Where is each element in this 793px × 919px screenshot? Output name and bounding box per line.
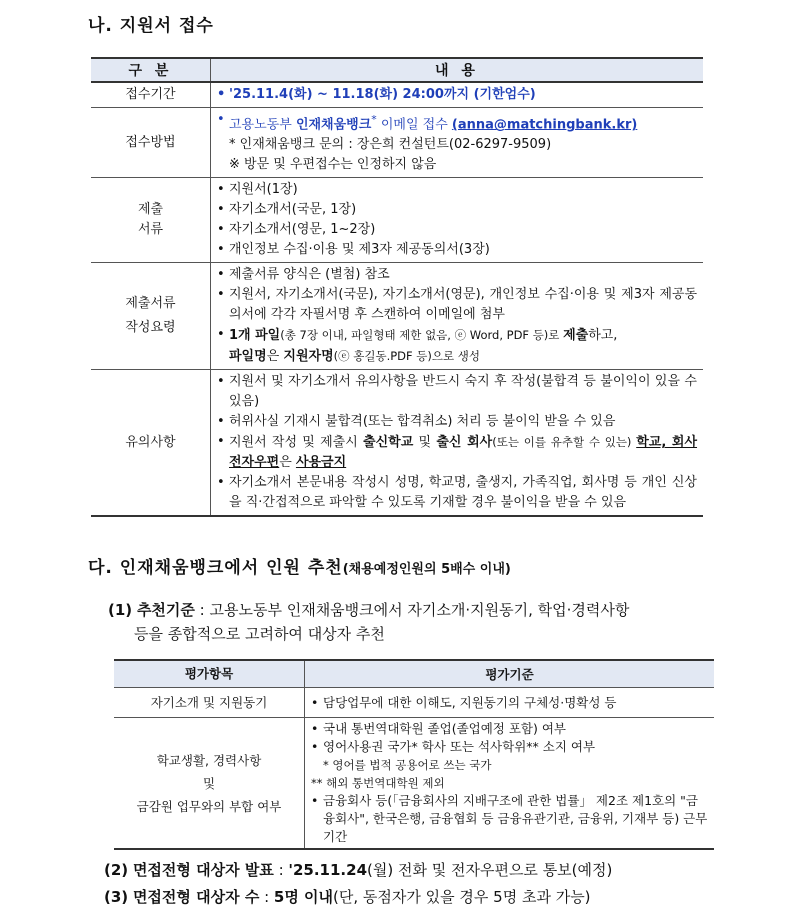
- table-header-row: [114, 660, 714, 688]
- application-table: [91, 57, 703, 517]
- list-item: • 제출서류 양식은 (별첨) 참조: [217, 265, 697, 285]
- method-inquiry-note: * 인재채움뱅크 문의 : 장은희 컨설턴트(02-6297-9509): [229, 137, 552, 153]
- section-subtitle: (채용예정인원의 5배수 이내): [342, 562, 511, 577]
- section-title-recommendation: 다. 인재채움뱅크에서 인원 추천(채용예정인원의 5배수 이내): [88, 558, 511, 578]
- header-eval-item: 평가항목: [114, 660, 305, 688]
- list-item: • 지원서 및 자기소개서 유의사항을 반드시 숙지 후 작성(불합격 등 불이익이 있을 수 있음): [217, 372, 697, 412]
- list-item: • 개인정보 수집·이용 및 제3자 제공동의서(3장): [217, 240, 697, 260]
- list-item: • 지원서 작성 및 제출시 출신학교 및 출신 회사(또는 이를 유추할 수 있는) 학교, 회사 전자우편은 사용금지: [217, 432, 697, 473]
- list-item: • 자기소개서 본문내용 작성시 성명, 학교명, 출생지, 가족직업, 회사명 등 개인 신상을 직·간접적으로 파악할 수 있도록 기재할 경우 불이익을 받을 수 있음: [217, 473, 697, 513]
- table-row: 자기소개 및 지원동기 • 담당업무에 대한 이해도, 지원동기의 구체성·명확성 등: [114, 688, 714, 718]
- list-item: • 1개 파일(총 7장 이내, 파일형태 제한 없음, ⓔ Word, PDF 등)로 제출하고, 파일명은 지원자명(ⓔ 홍길동.PDF 등)으로 생성: [217, 325, 697, 367]
- caution-label: 유의사항: [91, 370, 211, 517]
- footnote: ** 해외 통번역대학원 제외: [311, 776, 445, 790]
- list-item: • 국내 통번역대학원 졸업(졸업예정 포함) 여부: [311, 720, 708, 738]
- method-label: 접수방법: [91, 108, 211, 178]
- evaluation-table: [114, 659, 714, 850]
- list-item: • 영어사용권 국가* 학사 또는 석사학위** 소지 여부: [311, 738, 708, 756]
- list-item: • 금융회사 등(「금융회사의 지배구조에 관한 법률」 제2조 제1호의 "금융회사", 한국은행, 금융협회 등 금융유관기관, 금융위, 기재부 등) 근무기간: [311, 792, 708, 846]
- list-item: • 지원서(1장): [217, 180, 697, 200]
- criteria-paragraph: (1) 추천기준 : 고용노동부 인재채움뱅크에서 자기소개·지원동기, 학업·경력사항 등을 종합적으로 고려하여 대상자 추천: [108, 601, 630, 643]
- table-row: 학교생활, 경력사항 및 금감원 업무와의 부합 여부 • 국내 통번역대학원 졸업(졸업예정 포함) 여부 • 영어사용권 국가* 학사 또는 석사학위** 소지 여부 * 영어를 법적 공용어로 쓰는 국가 ** 해외 통번역대학원 제외 • 금융회사 등(「금융회사의 지배구조에 관한 법률」 제2조 제1호의 "금융회사", 한국은행, 금융협회 등 금융유관기관, 금융위, 기재부 등) 근무기간: [114, 718, 714, 850]
- header-eval-criteria: 평가기준: [305, 660, 715, 688]
- interview-count: (3) 면접전형 대상자 수 : 5명 이내(단, 동점자가 있을 경우 5명 초과 가능): [104, 888, 591, 906]
- method-line1: • 고용노동부 인재채움뱅크* 이메일 접수 (anna@matchingbank.kr): [217, 110, 697, 135]
- list-item: • 자기소개서(국문, 1장): [217, 200, 697, 220]
- table-row-method: [91, 108, 703, 178]
- method-visit-note: ※ 방문 및 우편접수는 인정하지 않음: [229, 157, 437, 173]
- list-item: • 허위사실 기재시 불합격(또는 합격취소) 처리 등 불이익 받을 수 있음: [217, 412, 697, 432]
- period-value: • '25.11.4(화) ~ 11.18(화) 24:00까지 (기한엄수): [217, 85, 697, 105]
- criteria-label: 추천기준: [136, 601, 195, 619]
- list-item: • 자기소개서(영문, 1~2장): [217, 220, 697, 240]
- guide-label: 제출서류 작성요령: [91, 263, 211, 370]
- table-row-caution: [91, 370, 703, 517]
- list-item: • 지원서, 자기소개서(국문), 자기소개서(영문), 개인정보 수집·이용 및 제3자 제공동의서에 각각 자필서명 후 스캔하여 이메일에 첨부: [217, 285, 697, 325]
- section-title-application: 나. 지원서 접수: [88, 16, 214, 36]
- contact-email-link[interactable]: (anna@matchingbank.kr): [451, 117, 638, 133]
- documents-label: 제출 서류: [91, 178, 211, 263]
- interview-announcement: (2) 면접전형 대상자 발표 : '25.11.24(월) 전화 및 전자우편으로 통보(예정): [104, 861, 613, 879]
- table-row-guide: [91, 263, 703, 370]
- table-row-period: [91, 82, 703, 108]
- footnote: * 영어를 법적 공용어로 쓰는 국가: [323, 758, 492, 772]
- bank-name: 인재채움뱅크: [295, 117, 372, 133]
- table-row-documents: [91, 178, 703, 263]
- header-content: 내 용: [211, 58, 704, 82]
- table-header-row: [91, 58, 703, 82]
- period-label: 접수기간: [91, 82, 211, 108]
- header-category: 구 분: [91, 58, 211, 82]
